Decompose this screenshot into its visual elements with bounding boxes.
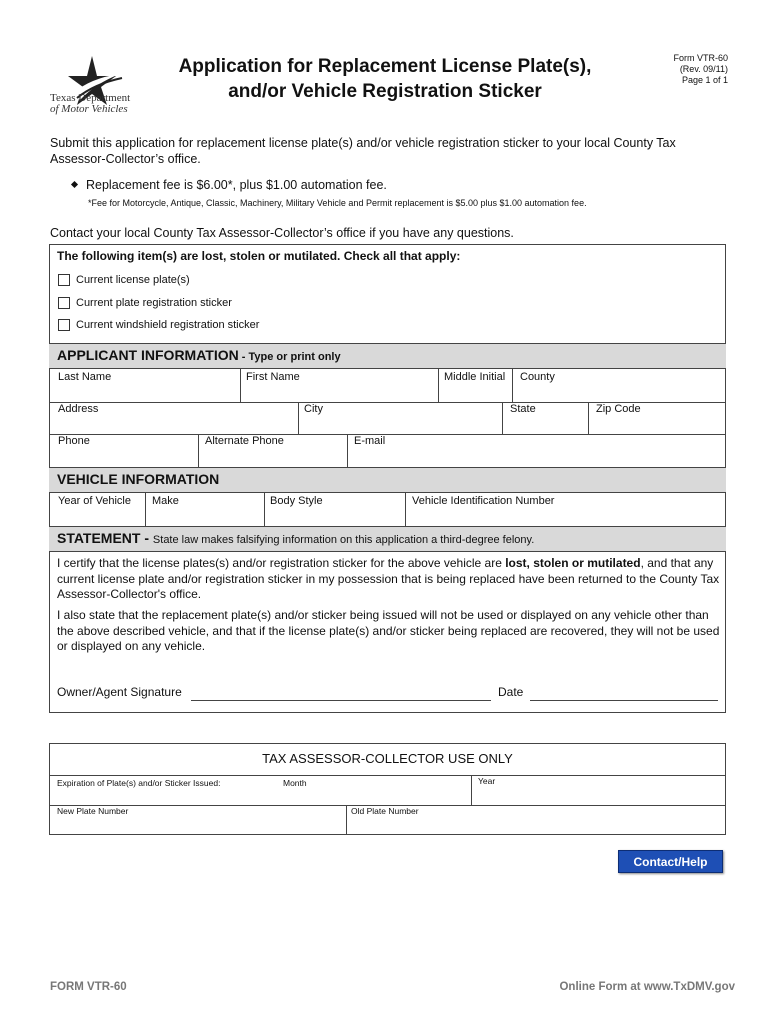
- bullet-icon: [71, 181, 78, 188]
- contact-note: Contact your local County Tax Assessor-Collector’s office if you have any questions.: [50, 226, 514, 240]
- contact-help-button[interactable]: Contact/Help: [618, 850, 723, 873]
- vin-field[interactable]: Vehicle Identification Number: [412, 495, 555, 507]
- alternate-phone-field[interactable]: Alternate Phone: [205, 435, 284, 447]
- form-identifier: Form VTR-60 (Rev. 09/11) Page 1 of 1: [673, 53, 728, 85]
- fee-footnote: *Fee for Motorcycle, Antique, Classic, Machinery, Military Vehicle and Permit replacement is $5.00 plus $1.00 automation fee.: [88, 198, 587, 208]
- state-field[interactable]: State: [510, 403, 536, 415]
- date-field[interactable]: [530, 700, 718, 701]
- address-field[interactable]: Address: [58, 403, 99, 415]
- items-heading: The following item(s) are lost, stolen or mutilated. Check all that apply:: [57, 249, 461, 263]
- signature-field[interactable]: [191, 700, 491, 701]
- agency-name: Texas Department of Motor Vehicles: [50, 92, 131, 115]
- statement-usage: I also state that the replacement plate(s) and/or sticker being issued will not be used or displayed on any vehicle other than the above described vehicle, and that if the license plate(s) and/or sticker being replaced are recovered, they will not be used or displayed on any vehicle.: [57, 608, 720, 653]
- fee-bullet: Replacement fee is $6.00*, plus $1.00 automation fee.: [72, 178, 387, 192]
- vehicle-section-header: VEHICLE INFORMATION: [49, 467, 726, 493]
- old-plate-number-field[interactable]: Old Plate Number: [351, 806, 419, 816]
- zip-code-field[interactable]: Zip Code: [596, 403, 641, 415]
- checkbox-plate-sticker[interactable]: [58, 297, 70, 309]
- checkbox-row-windshield-sticker[interactable]: Current windshield registration sticker: [58, 319, 259, 331]
- statement-certification: I certify that the license plates(s) and/or registration sticker for the above vehicle are lost, stolen or mutilated, and that any current license plate and/or registration sticker in my possession that is being replaced have been returned to the County Tax Assessor-Collector's office.: [57, 556, 720, 601]
- middle-initial-field[interactable]: Middle Initial: [444, 371, 506, 383]
- checkbox-row-plate-sticker[interactable]: Current plate registration sticker: [58, 297, 232, 309]
- body-style-field[interactable]: Body Style: [270, 495, 323, 507]
- city-field[interactable]: City: [304, 403, 323, 415]
- expiration-label: Expiration of Plate(s) and/or Sticker Issued:: [57, 778, 221, 788]
- phone-field[interactable]: Phone: [58, 435, 90, 447]
- checkbox-license-plate[interactable]: [58, 274, 70, 286]
- last-name-field[interactable]: Last Name: [58, 371, 112, 383]
- footer-website: Online Form at www.TxDMV.gov: [559, 981, 735, 993]
- new-plate-number-field[interactable]: New Plate Number: [57, 806, 129, 816]
- signature-label: Owner/Agent Signature: [57, 685, 182, 699]
- year-of-vehicle-field[interactable]: Year of Vehicle: [58, 495, 131, 507]
- checkbox-windshield-sticker[interactable]: [58, 319, 70, 331]
- tax-assessor-title: TAX ASSESSOR-COLLECTOR USE ONLY: [262, 751, 513, 766]
- form-title: Application for Replacement License Plate(s), and/or Vehicle Registration Sticker: [178, 56, 592, 102]
- email-field[interactable]: E-mail: [354, 435, 386, 447]
- county-field[interactable]: County: [520, 371, 555, 383]
- first-name-field[interactable]: First Name: [246, 371, 300, 383]
- intro-text: Submit this application for replacement license plate(s) and/or vehicle registration sticker to your local County Tax Assessor-Collector’s office.: [50, 136, 676, 166]
- applicant-section-header: APPLICANT INFORMATION - Type or print only: [49, 343, 726, 369]
- year-field[interactable]: Year: [478, 776, 496, 786]
- footer-form-number: FORM VTR-60: [50, 981, 127, 993]
- checkbox-row-license-plate[interactable]: Current license plate(s): [58, 274, 190, 286]
- date-label: Date: [498, 685, 524, 699]
- month-field[interactable]: Month: [283, 778, 307, 788]
- statement-section-header: STATEMENT - State law makes falsifying information on this application a third-degree felony.: [49, 526, 726, 552]
- make-field[interactable]: Make: [152, 495, 179, 507]
